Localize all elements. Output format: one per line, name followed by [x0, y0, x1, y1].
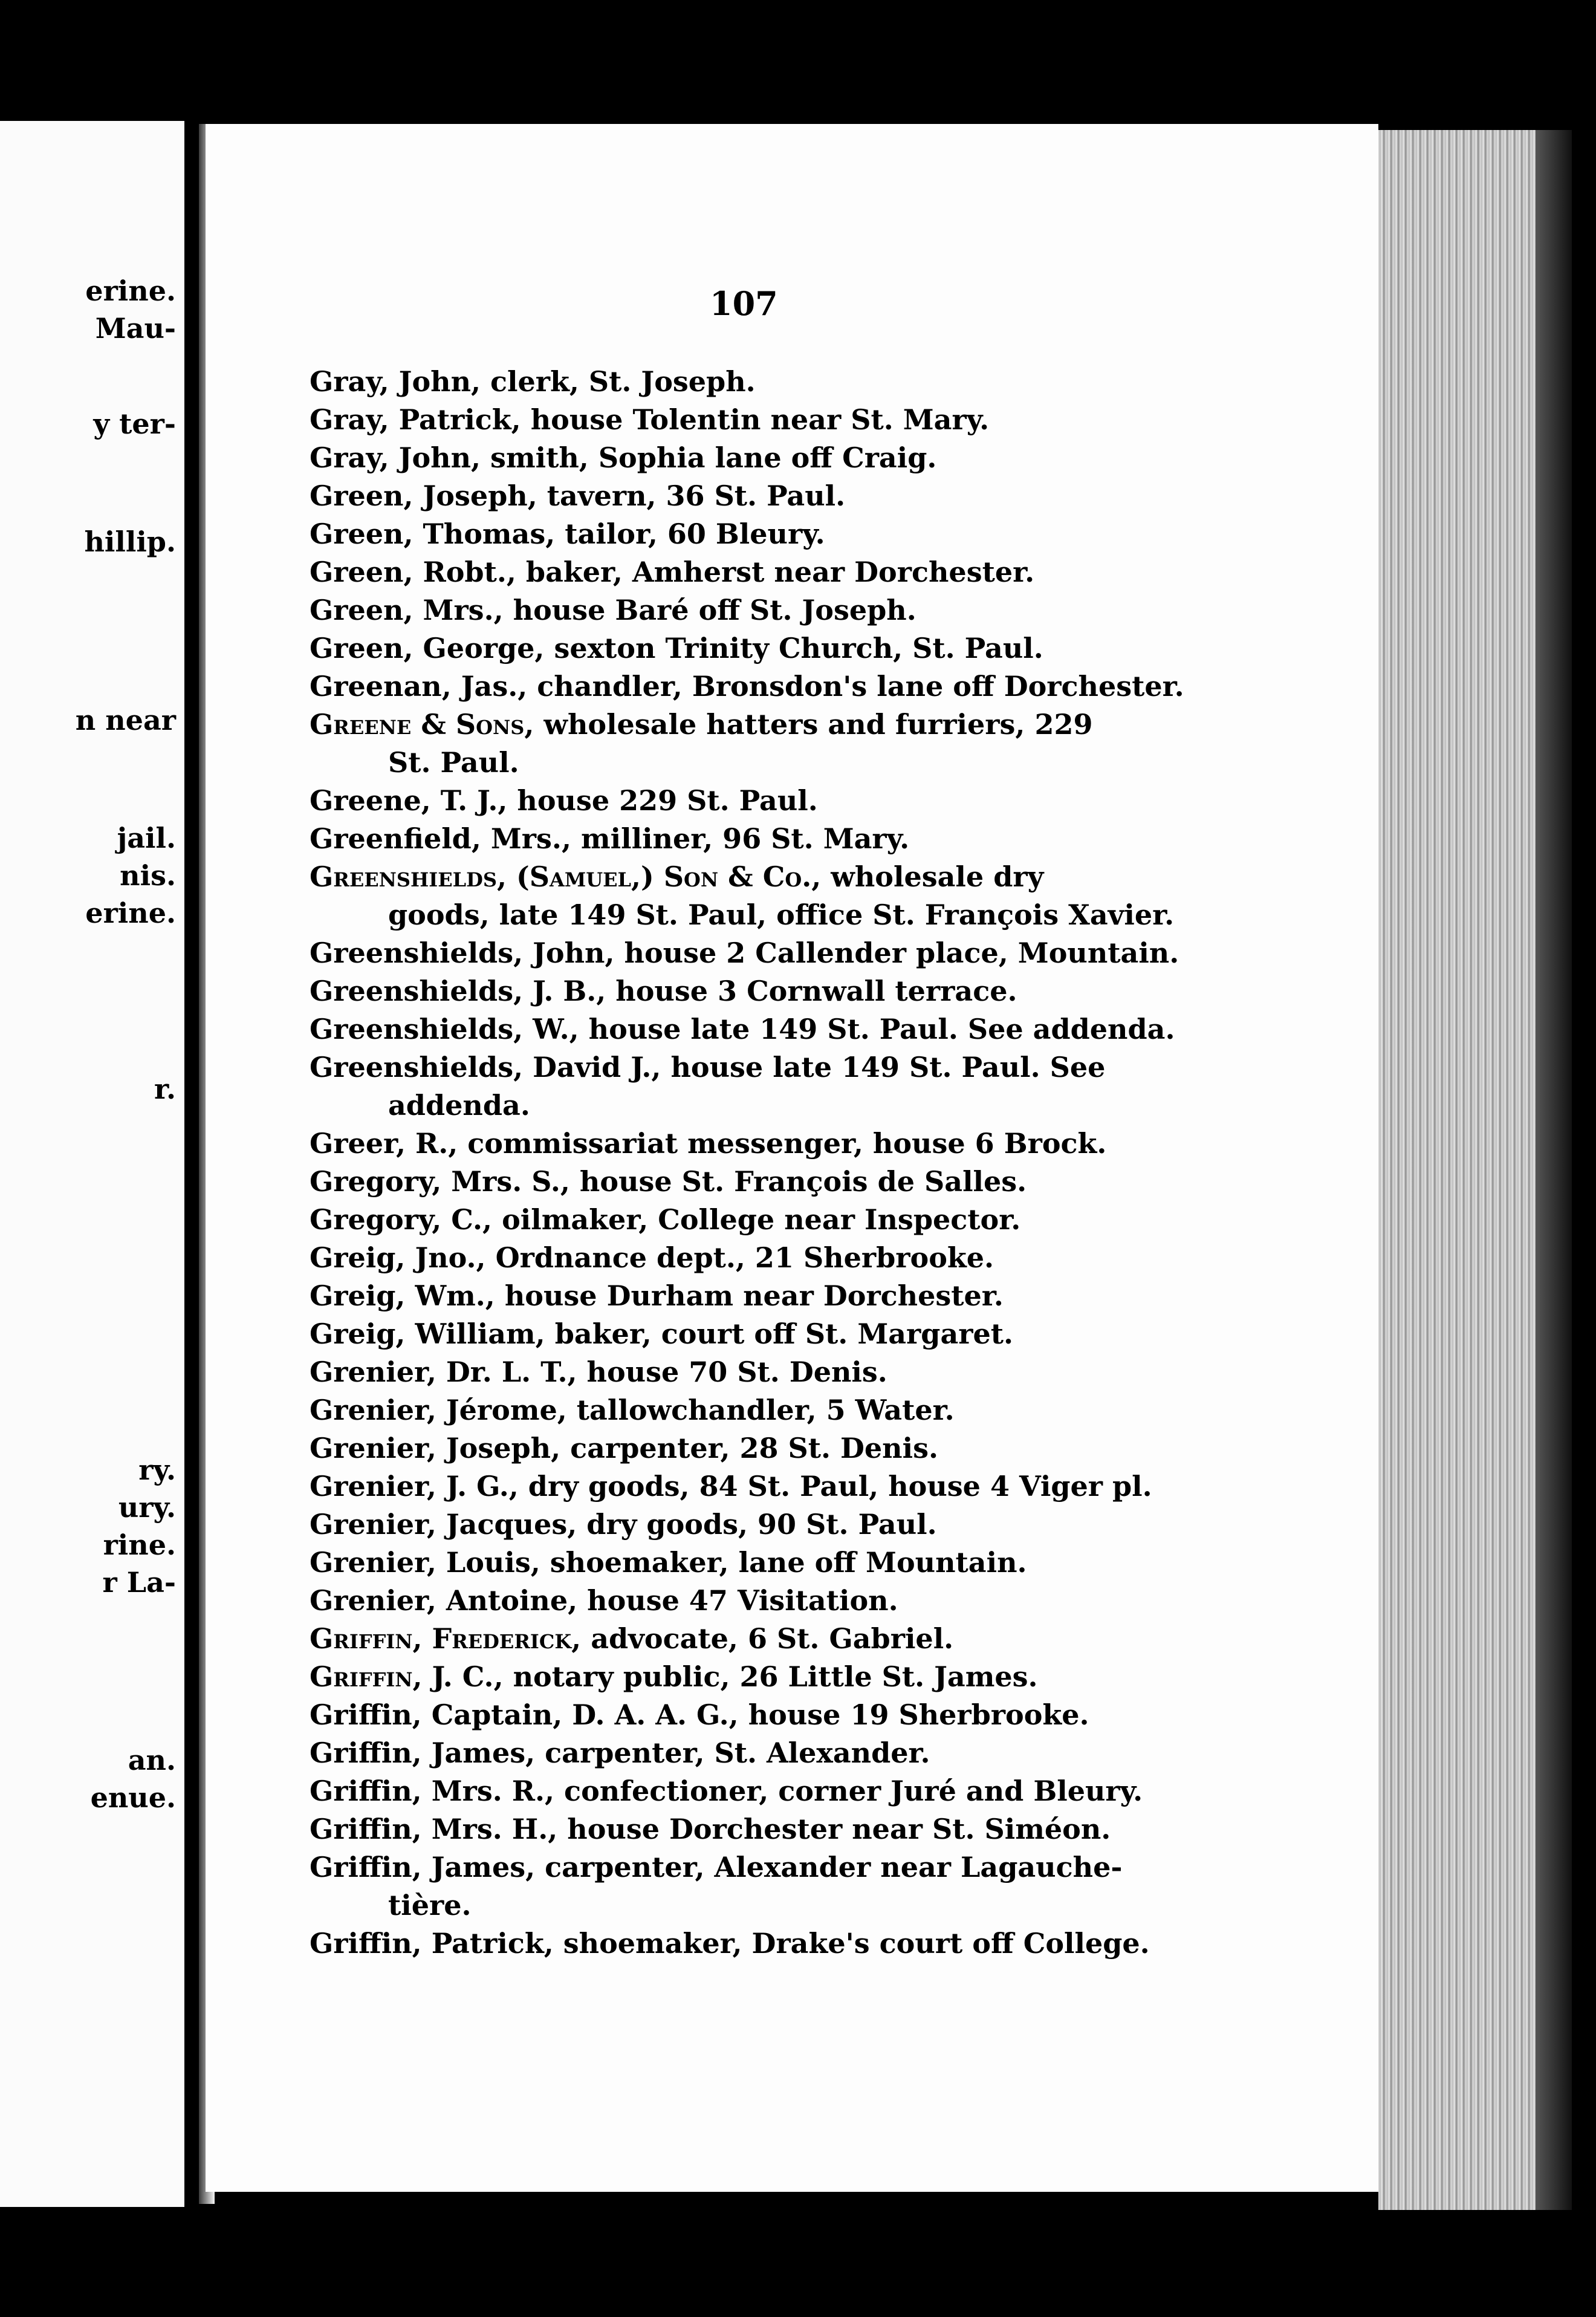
- entry-details: house Tolentin near St. Mary.: [521, 403, 990, 436]
- entry-details: carpenter, Alexander near Lagauche-: [535, 1851, 1123, 1883]
- entry-details: wholesale hatters and furriers, 229: [534, 708, 1093, 741]
- entry-name: Green, Thomas,: [310, 518, 556, 550]
- entry-details: shoemaker, Drake's court off College.: [553, 1927, 1150, 1960]
- entry-details: house Durham near Dorchester.: [495, 1279, 1004, 1312]
- entry-name: Greene, T. J.,: [310, 784, 508, 817]
- directory-entry: [310, 858, 1216, 934]
- entry-name: Greenshields, (Samuel,) Son & Co.,: [310, 860, 822, 893]
- directory-entry: [310, 820, 1216, 858]
- left-page-fragment: hillip.: [84, 525, 176, 558]
- entry-name: Greig, Jno.,: [310, 1241, 486, 1274]
- entry-name: Gregory, C.,: [310, 1203, 493, 1236]
- left-page-fragment: erine.: [85, 275, 176, 307]
- directory-entry: [310, 1429, 1216, 1467]
- entry-name: Green, George,: [310, 632, 545, 665]
- entry-details: house 3 Cornwall terrace.: [606, 975, 1017, 1007]
- entry-name: Greene & Sons,: [310, 708, 534, 741]
- entry-details: baker, Amherst near Dorchester.: [516, 556, 1035, 588]
- directory-entry: [310, 439, 1216, 477]
- directory-entry: [310, 401, 1216, 439]
- entry-details: house late 149 St. Paul. See: [661, 1051, 1106, 1084]
- directory-entry: [310, 1163, 1216, 1201]
- directory-entry: [310, 1315, 1216, 1353]
- entry-name: Gregory, Mrs. S.,: [310, 1165, 570, 1198]
- entry-name: Griffin, Frederick,: [310, 1622, 582, 1655]
- entry-details: Ordnance dept., 21 Sherbrooke.: [485, 1241, 994, 1274]
- previous-page-edge: [0, 121, 184, 2207]
- left-page-fragment: ury.: [118, 1491, 176, 1524]
- entry-details: D. A. A. G., house 19 Sherbrooke.: [562, 1698, 1089, 1731]
- entry-name: Greenshields, John,: [310, 937, 615, 969]
- directory-entry: [310, 1810, 1216, 1848]
- directory-entry: [310, 668, 1216, 706]
- directory-entry: [310, 1353, 1216, 1391]
- entry-details: shoemaker, lane off Mountain.: [540, 1546, 1027, 1579]
- directory-entry: [310, 1277, 1216, 1315]
- left-page-fragment: r.: [154, 1073, 176, 1105]
- entry-name: Green, Robt.,: [310, 556, 516, 588]
- entry-continuation: St. Paul.: [388, 746, 519, 779]
- entry-details: tallowchandler, 5 Water.: [566, 1394, 955, 1426]
- entry-details: house St. François de Salles.: [569, 1165, 1027, 1198]
- directory-entry: [310, 706, 1216, 782]
- directory-entry: [310, 1620, 1216, 1658]
- entry-details: tavern, 36 St. Paul.: [537, 479, 846, 512]
- entry-name: Greig, Wm.,: [310, 1279, 495, 1312]
- entry-name: Grenier, Dr. L. T.,: [310, 1356, 577, 1388]
- entry-name: Grenier, Antoine,: [310, 1584, 578, 1617]
- entry-name: Greenfield, Mrs.,: [310, 822, 571, 855]
- entry-details: house 70 St. Denis.: [577, 1356, 887, 1388]
- entry-details: commissariat messenger, house 6 Brock.: [458, 1127, 1107, 1160]
- directory-entry: [310, 1467, 1216, 1506]
- directory-entry: [310, 1658, 1216, 1696]
- left-page-fragment: n near: [75, 704, 176, 736]
- entry-name: Greig, William,: [310, 1318, 545, 1350]
- entry-name: Grenier, J. G.,: [310, 1470, 519, 1503]
- page-number: 107: [710, 284, 778, 323]
- entry-name: Green, Joseph,: [310, 479, 537, 512]
- entry-name: Gray, John,: [310, 365, 481, 398]
- directory-entry: [310, 1506, 1216, 1544]
- directory-entry: [310, 1582, 1216, 1620]
- entry-name: Grenier, Louis,: [310, 1546, 540, 1579]
- entry-details: dry goods, 90 St. Paul.: [577, 1508, 937, 1541]
- entry-details: house 2 Callender place, Mountain.: [614, 937, 1179, 969]
- book-gutter: [184, 121, 199, 2207]
- entry-name: Griffin, Mrs. R.,: [310, 1775, 555, 1807]
- entry-details: confectioner, corner Juré and Bleury.: [554, 1775, 1143, 1807]
- directory-entry: [310, 782, 1216, 820]
- entry-name: Greer, R.,: [310, 1127, 458, 1160]
- directory-entry: [310, 477, 1216, 515]
- left-page-fragment: Mau-: [95, 312, 176, 345]
- entry-details: sexton Trinity Church, St. Paul.: [544, 632, 1043, 665]
- directory-entry: [310, 1772, 1216, 1810]
- directory-entry: [310, 591, 1216, 629]
- directory-entry: [310, 1734, 1216, 1772]
- entry-details: house Baré off St. Joseph.: [503, 594, 916, 626]
- entry-name: Griffin, James,: [310, 1737, 536, 1769]
- left-page-fragment: an.: [128, 1744, 176, 1776]
- directory-entry: [310, 629, 1216, 668]
- entry-details: oilmaker, College near Inspector.: [492, 1203, 1021, 1236]
- entry-details: dry goods, 84 St. Paul, house 4 Viger pl.: [518, 1470, 1152, 1503]
- directory-entry: [310, 553, 1216, 591]
- entry-details: carpenter, St. Alexander.: [535, 1737, 930, 1769]
- entry-details: chandler, Bronsdon's lane off Dorchester.: [527, 670, 1184, 703]
- entry-name: Grenier, Jérome,: [310, 1394, 567, 1426]
- left-page-fragment: enue.: [90, 1781, 176, 1814]
- entry-continuation: goods, late 149 St. Paul, office St. François Xavier.: [388, 899, 1175, 931]
- directory-entry: [310, 1125, 1216, 1163]
- entry-name: Griffin, J. C.,: [310, 1660, 504, 1693]
- entry-name: Grenier, Jacques,: [310, 1508, 577, 1541]
- entry-name: Griffin, Mrs. H.,: [310, 1813, 558, 1845]
- entry-name: Gray, Patrick,: [310, 403, 521, 436]
- entry-details: smith, Sophia lane off Craig.: [481, 441, 937, 474]
- directory-entry: [310, 1696, 1216, 1734]
- left-page-fragment: ry.: [138, 1454, 176, 1486]
- entry-details: notary public, 26 Little St. James.: [503, 1660, 1038, 1693]
- entry-details: advocate, 6 St. Gabriel.: [581, 1622, 954, 1655]
- entry-name: Greenshields, W.,: [310, 1013, 579, 1045]
- left-page-fragment: jail.: [117, 822, 176, 854]
- directory-entry: [310, 934, 1216, 972]
- directory-entry: [310, 363, 1216, 401]
- entry-details: house 47 Visitation.: [577, 1584, 898, 1617]
- left-page-fragment: erine.: [85, 897, 176, 929]
- entry-details: carpenter, 28 St. Denis.: [560, 1432, 939, 1464]
- entry-name: Gray, John,: [310, 441, 481, 474]
- left-page-fragment: r La-: [102, 1566, 176, 1599]
- left-page-fragment: y ter-: [93, 408, 176, 440]
- entry-details: clerk, St. Joseph.: [481, 365, 756, 398]
- directory-entry: [310, 1848, 1216, 1925]
- entry-name: Grenier, Joseph,: [310, 1432, 561, 1464]
- directory-entry: [310, 1010, 1216, 1048]
- directory-entry: [310, 515, 1216, 553]
- entry-name: Griffin, James,: [310, 1851, 536, 1883]
- entry-details: baker, court off St. Margaret.: [545, 1318, 1014, 1350]
- directory-entry: [310, 1239, 1216, 1277]
- directory-entry: [310, 972, 1216, 1010]
- left-page-fragment: nis.: [120, 859, 176, 892]
- entry-continuation: tière.: [388, 1889, 472, 1922]
- entry-name: Green, Mrs.,: [310, 594, 504, 626]
- entry-continuation: addenda.: [388, 1089, 530, 1122]
- entry-name: Greenshields, David J.,: [310, 1051, 661, 1084]
- entry-details: wholesale dry: [821, 860, 1044, 893]
- page-block-shadow: [1536, 130, 1572, 2210]
- entry-details: house late 149 St. Paul. See addenda.: [579, 1013, 1175, 1045]
- directory-entry: [310, 1391, 1216, 1429]
- entry-details: house Dorchester near St. Siméon.: [557, 1813, 1111, 1845]
- entry-name: Greenan, Jas.,: [310, 670, 528, 703]
- entry-details: tailor, 60 Bleury.: [555, 518, 825, 550]
- directory-entries: [310, 363, 1216, 1963]
- entry-details: milliner, 96 St. Mary.: [571, 822, 910, 855]
- directory-entry: [310, 1048, 1216, 1125]
- entry-details: house 229 St. Paul.: [507, 784, 818, 817]
- directory-entry: [310, 1201, 1216, 1239]
- entry-name: Griffin, Patrick,: [310, 1927, 554, 1960]
- directory-entry: [310, 1925, 1216, 1963]
- directory-entry: [310, 1544, 1216, 1582]
- left-page-fragment: rine.: [103, 1529, 176, 1561]
- entry-name: Greenshields, J. B.,: [310, 975, 606, 1007]
- entry-name: Griffin, Captain,: [310, 1698, 563, 1731]
